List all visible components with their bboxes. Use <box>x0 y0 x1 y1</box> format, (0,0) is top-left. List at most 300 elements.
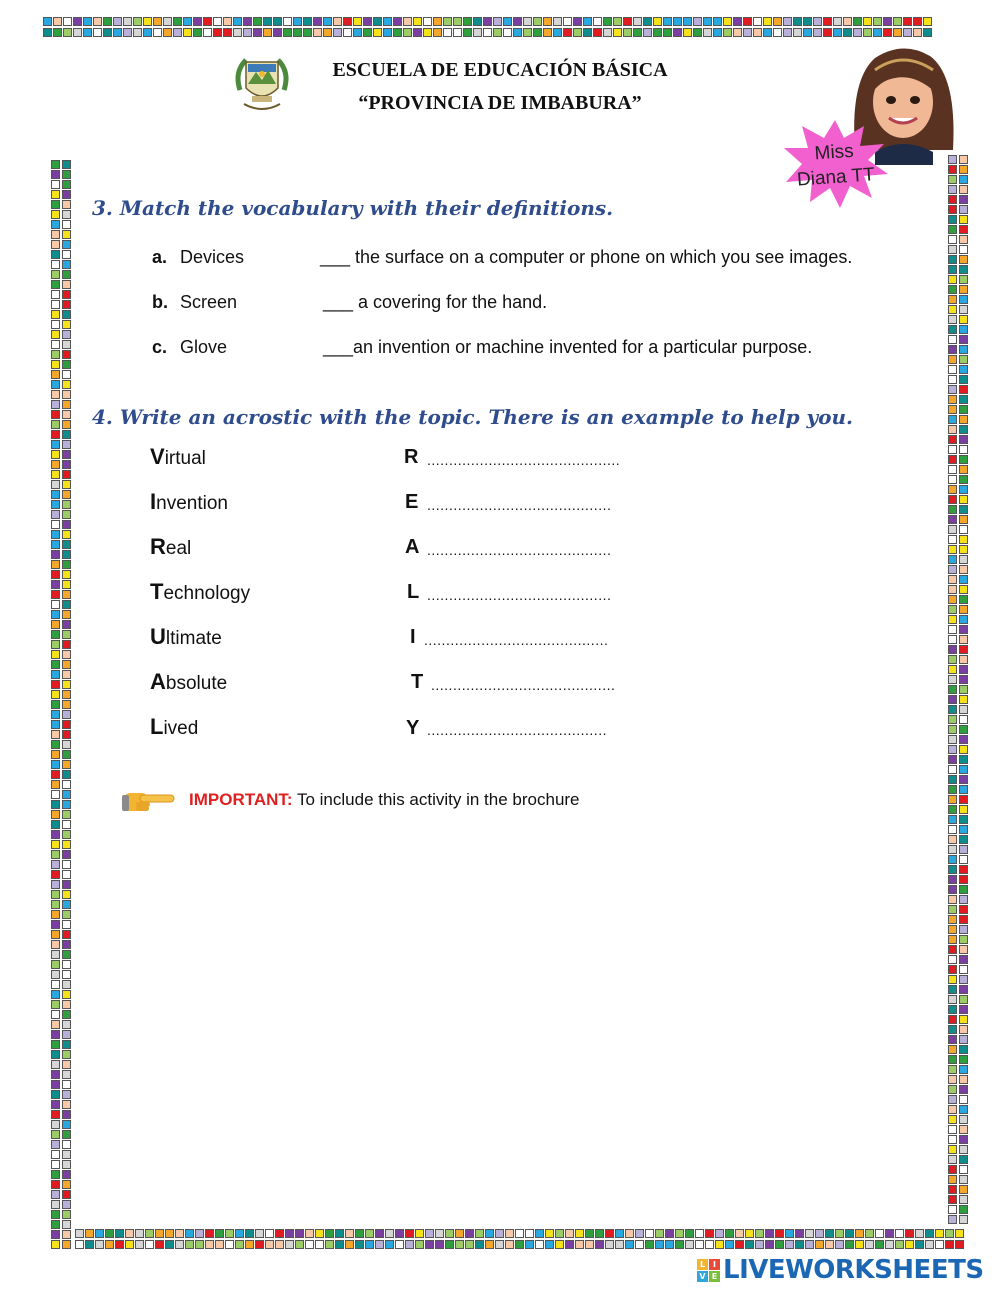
border-square <box>215 1229 224 1238</box>
border-square <box>495 1229 504 1238</box>
border-square <box>62 390 71 399</box>
border-square <box>62 750 71 759</box>
border-square <box>685 1240 694 1249</box>
border-square <box>505 1240 514 1249</box>
border-square <box>948 1125 957 1134</box>
border-square <box>948 1025 957 1034</box>
border-square <box>795 1229 804 1238</box>
border-square <box>243 17 252 26</box>
border-square <box>62 960 71 969</box>
acrostic-answer-line[interactable]: .......................................... <box>427 587 612 603</box>
border-square <box>573 17 582 26</box>
acrostic-answer-line[interactable]: .......................................... <box>427 542 612 558</box>
border-square <box>823 17 832 26</box>
border-square <box>163 17 172 26</box>
border-square <box>773 28 782 37</box>
border-square <box>62 980 71 989</box>
border-square <box>959 655 968 664</box>
border-square <box>959 985 968 994</box>
border-square <box>959 365 968 374</box>
border-square <box>263 28 272 37</box>
border-square <box>62 180 71 189</box>
border-square <box>959 605 968 614</box>
border-square <box>959 215 968 224</box>
match-word: Screen <box>180 292 238 312</box>
acrostic-answer-line[interactable]: .......................................... <box>427 497 612 513</box>
border-square <box>51 640 60 649</box>
border-square <box>805 1240 814 1249</box>
border-square <box>51 710 60 719</box>
border-square <box>948 935 957 944</box>
border-square <box>948 915 957 924</box>
border-square <box>105 1229 114 1238</box>
border-square <box>959 715 968 724</box>
border-square <box>363 17 372 26</box>
liveworksheets-brand: LIVEWORKSHEETS <box>723 1255 984 1285</box>
border-square <box>51 1150 60 1159</box>
border-square <box>735 1240 744 1249</box>
border-square <box>425 1229 434 1238</box>
border-square <box>62 740 71 749</box>
border-square <box>545 1229 554 1238</box>
border-square <box>62 200 71 209</box>
border-square <box>948 775 957 784</box>
border-square <box>62 1140 71 1149</box>
border-square <box>203 17 212 26</box>
border-square <box>62 910 71 919</box>
border-square <box>959 805 968 814</box>
border-square <box>959 395 968 404</box>
border-square <box>959 925 968 934</box>
border-square <box>225 1229 234 1238</box>
border-square <box>62 680 71 689</box>
border-square <box>585 1229 594 1238</box>
border-square <box>583 17 592 26</box>
border-square <box>665 1229 674 1238</box>
border-square <box>175 1229 184 1238</box>
border-square <box>62 940 71 949</box>
border-square <box>475 1240 484 1249</box>
border-square <box>735 1229 744 1238</box>
border-square <box>295 1229 304 1238</box>
border-square <box>925 1229 934 1238</box>
border-square <box>959 905 968 914</box>
border-square <box>51 630 60 639</box>
border-square <box>62 890 71 899</box>
border-square <box>51 690 60 699</box>
border-square <box>948 725 957 734</box>
border-square <box>625 1229 634 1238</box>
border-square <box>523 28 532 37</box>
border-square <box>51 400 60 409</box>
border-square <box>62 1130 71 1139</box>
border-square <box>275 1229 284 1238</box>
border-square <box>575 1240 584 1249</box>
border-square <box>62 190 71 199</box>
border-square <box>62 1240 71 1249</box>
border-square <box>62 580 71 589</box>
border-square <box>923 28 932 37</box>
border-square <box>948 295 957 304</box>
border-square <box>959 575 968 584</box>
border-square <box>948 385 957 394</box>
acrostic-answer-line[interactable]: .......................................... <box>424 632 609 648</box>
border-square <box>948 785 957 794</box>
border-square <box>353 17 362 26</box>
border-square <box>585 1240 594 1249</box>
border-square <box>959 645 968 654</box>
border-square <box>62 840 71 849</box>
border-square <box>875 1229 884 1238</box>
border-square <box>62 1040 71 1049</box>
border-square <box>333 17 342 26</box>
border-square <box>53 28 62 37</box>
border-square <box>62 560 71 569</box>
border-square <box>948 735 957 744</box>
border-square <box>51 1050 60 1059</box>
border-square <box>913 28 922 37</box>
border-square <box>948 595 957 604</box>
border-square <box>175 1240 184 1249</box>
acrostic-answer-line[interactable]: .......................................... <box>431 677 616 693</box>
border-square <box>948 905 957 914</box>
border-square <box>948 1055 957 1064</box>
school-name-line1: ESCUELA DE EDUCACIÓN BÁSICA <box>332 59 668 81</box>
border-square <box>948 365 957 374</box>
border-square <box>603 28 612 37</box>
border-square <box>555 1229 564 1238</box>
border-square <box>948 465 957 474</box>
border-square <box>959 565 968 574</box>
border-square <box>823 28 832 37</box>
border-square <box>959 435 968 444</box>
border-square <box>948 315 957 324</box>
border-square <box>959 265 968 274</box>
border-square <box>959 345 968 354</box>
border-square <box>62 1100 71 1109</box>
border-square <box>959 995 968 1004</box>
border-square <box>595 1229 604 1238</box>
border-square <box>51 190 60 199</box>
border-square <box>948 955 957 964</box>
border-square <box>959 385 968 394</box>
border-square <box>948 1085 957 1094</box>
border-square <box>615 1229 624 1238</box>
border-square <box>959 475 968 484</box>
border-square <box>113 28 122 37</box>
border-square <box>62 700 71 709</box>
border-square <box>243 28 252 37</box>
border-square <box>959 255 968 264</box>
border-square <box>615 1240 624 1249</box>
border-square <box>51 1180 60 1189</box>
border-square <box>263 17 272 26</box>
border-square <box>563 17 572 26</box>
border-square <box>959 625 968 634</box>
border-square <box>959 815 968 824</box>
border-square <box>843 28 852 37</box>
border-square <box>948 185 957 194</box>
border-square <box>395 1240 404 1249</box>
border-square <box>62 480 71 489</box>
border-square <box>51 330 60 339</box>
border-square <box>62 1030 71 1039</box>
border-square <box>959 305 968 314</box>
border-square <box>948 405 957 414</box>
border-square <box>62 780 71 789</box>
border-square <box>959 1115 968 1124</box>
border-square <box>635 1240 644 1249</box>
border-square <box>959 375 968 384</box>
border-square <box>948 1005 957 1014</box>
border-square <box>62 250 71 259</box>
border-square <box>523 17 532 26</box>
border-square <box>195 1229 204 1238</box>
border-square <box>959 845 968 854</box>
border-square <box>959 1105 968 1114</box>
border-square <box>62 1210 71 1219</box>
border-square <box>595 1240 604 1249</box>
border-square <box>153 28 162 37</box>
border-square <box>959 485 968 494</box>
match-letter: c. <box>152 337 168 357</box>
border-square <box>115 1240 124 1249</box>
border-square <box>863 28 872 37</box>
acrostic-answer-line[interactable]: ............................................ <box>427 452 621 468</box>
border-square <box>335 1229 344 1238</box>
border-square <box>193 28 202 37</box>
match-definition[interactable]: ___ the surface on a computer or phone on which you see images. <box>320 247 853 267</box>
border-square <box>413 17 422 26</box>
border-square <box>62 1190 71 1199</box>
border-square <box>803 28 812 37</box>
border-square <box>695 1229 704 1238</box>
border-square <box>873 28 882 37</box>
border-right-2 <box>959 155 968 1230</box>
border-square <box>173 17 182 26</box>
border-square <box>959 705 968 714</box>
border-square <box>75 1240 84 1249</box>
border-square <box>565 1240 574 1249</box>
border-square <box>959 825 968 834</box>
border-square <box>948 1095 957 1104</box>
border-square <box>959 765 968 774</box>
border-square <box>959 465 968 474</box>
acrostic-example-word: Technology <box>150 579 251 604</box>
border-square <box>445 1240 454 1249</box>
border-square <box>365 1240 374 1249</box>
border-square <box>51 1030 60 1039</box>
match-definition[interactable]: ___ a covering for the hand. <box>323 292 548 312</box>
border-square <box>948 1215 957 1224</box>
border-square <box>948 1165 957 1174</box>
border-square <box>915 1240 924 1249</box>
border-square <box>51 300 60 309</box>
border-square <box>453 28 462 37</box>
border-square <box>51 510 60 519</box>
border-square <box>405 1240 414 1249</box>
border-square <box>865 1229 874 1238</box>
border-square <box>845 1240 854 1249</box>
border-square <box>915 1229 924 1238</box>
border-square <box>123 17 132 26</box>
border-square <box>825 1240 834 1249</box>
border-square <box>233 17 242 26</box>
border-square <box>765 1229 774 1238</box>
border-square <box>948 705 957 714</box>
border-square <box>51 1190 60 1199</box>
border-square <box>51 1140 60 1149</box>
border-square <box>62 540 71 549</box>
border-square <box>895 1240 904 1249</box>
border-square <box>695 1240 704 1249</box>
border-square <box>205 1229 214 1238</box>
border-square <box>833 28 842 37</box>
border-square <box>223 17 232 26</box>
badge-line1: Miss <box>813 140 855 165</box>
border-square <box>885 1240 894 1249</box>
acrostic-letter-e: E <box>405 491 419 513</box>
border-square <box>959 735 968 744</box>
border-square <box>948 265 957 274</box>
border-square <box>525 1229 534 1238</box>
border-square <box>163 28 172 37</box>
border-square <box>413 28 422 37</box>
border-square <box>51 360 60 369</box>
border-square <box>959 525 968 534</box>
border-square <box>948 525 957 534</box>
border-square <box>959 545 968 554</box>
border-square <box>815 1240 824 1249</box>
border-square <box>51 550 60 559</box>
border-square <box>959 915 968 924</box>
border-square <box>255 1240 264 1249</box>
border-square <box>43 17 52 26</box>
border-square <box>948 275 957 284</box>
border-square <box>223 28 232 37</box>
border-square <box>959 555 968 564</box>
border-square <box>51 210 60 219</box>
border-square <box>513 17 522 26</box>
border-square <box>51 1160 60 1169</box>
acrostic-letter-y: Y <box>406 717 420 739</box>
border-square <box>755 1240 764 1249</box>
border-square <box>62 790 71 799</box>
border-square <box>62 850 71 859</box>
border-square <box>959 965 968 974</box>
border-square <box>62 270 71 279</box>
border-square <box>62 340 71 349</box>
border-square <box>115 1229 124 1238</box>
border-square <box>265 1240 274 1249</box>
border-square <box>95 1240 104 1249</box>
border-square <box>948 925 957 934</box>
border-square <box>465 1240 474 1249</box>
border-square <box>948 235 957 244</box>
border-square <box>495 1240 504 1249</box>
border-square <box>62 170 71 179</box>
border-square <box>385 1240 394 1249</box>
border-square <box>62 440 71 449</box>
border-square <box>51 470 60 479</box>
border-square <box>948 255 957 264</box>
border-square <box>193 17 202 26</box>
border-square <box>685 1229 694 1238</box>
border-square <box>959 285 968 294</box>
border-square <box>923 17 932 26</box>
border-square <box>245 1240 254 1249</box>
border-square <box>753 17 762 26</box>
border-square <box>935 1229 944 1238</box>
border-square <box>893 17 902 26</box>
border-square <box>948 495 957 504</box>
border-square <box>959 1065 968 1074</box>
border-square <box>51 870 60 879</box>
border-square <box>725 1240 734 1249</box>
border-square <box>948 1065 957 1074</box>
border-square <box>62 290 71 299</box>
border-square <box>51 390 60 399</box>
border-square <box>153 17 162 26</box>
border-square <box>948 415 957 424</box>
border-square <box>783 28 792 37</box>
border-square <box>948 355 957 364</box>
border-square <box>865 1240 874 1249</box>
border-square <box>51 1200 60 1209</box>
border-square <box>125 1240 134 1249</box>
border-square <box>959 1055 968 1064</box>
match-row-b <box>152 292 932 313</box>
border-square <box>545 1240 554 1249</box>
border-square <box>948 895 957 904</box>
school-name-line2: “PROVINCIA DE IMBABURA” <box>358 92 642 114</box>
border-square <box>515 1229 524 1238</box>
border-square <box>435 1229 444 1238</box>
acrostic-answer-line[interactable]: ......................................... <box>427 722 607 738</box>
border-square <box>959 585 968 594</box>
border-bottom-2 <box>75 1240 965 1249</box>
border-square <box>483 17 492 26</box>
border-square <box>62 660 71 669</box>
border-square <box>503 17 512 26</box>
border-square <box>62 470 71 479</box>
border-square <box>855 1240 864 1249</box>
border-square <box>83 28 92 37</box>
border-square <box>515 1240 524 1249</box>
acrostic-example-word: Absolute <box>150 669 228 694</box>
border-square <box>948 535 957 544</box>
border-square <box>51 1040 60 1049</box>
border-square <box>173 28 182 37</box>
border-square <box>673 17 682 26</box>
match-definition[interactable]: ___an invention or machine invented for a particular purpose. <box>323 337 813 357</box>
border-square <box>62 950 71 959</box>
border-square <box>493 28 502 37</box>
border-square <box>948 575 957 584</box>
border-square <box>503 28 512 37</box>
border-square <box>343 28 352 37</box>
border-square <box>948 455 957 464</box>
section4-title: 4. Write an acrostic with the topic. There is an example to help you. <box>92 405 853 429</box>
border-square <box>775 1240 784 1249</box>
border-square <box>62 1020 71 1029</box>
border-square <box>959 945 968 954</box>
border-square <box>955 1229 964 1238</box>
border-square <box>51 920 60 929</box>
border-square <box>948 965 957 974</box>
border-square <box>273 17 282 26</box>
border-square <box>293 17 302 26</box>
